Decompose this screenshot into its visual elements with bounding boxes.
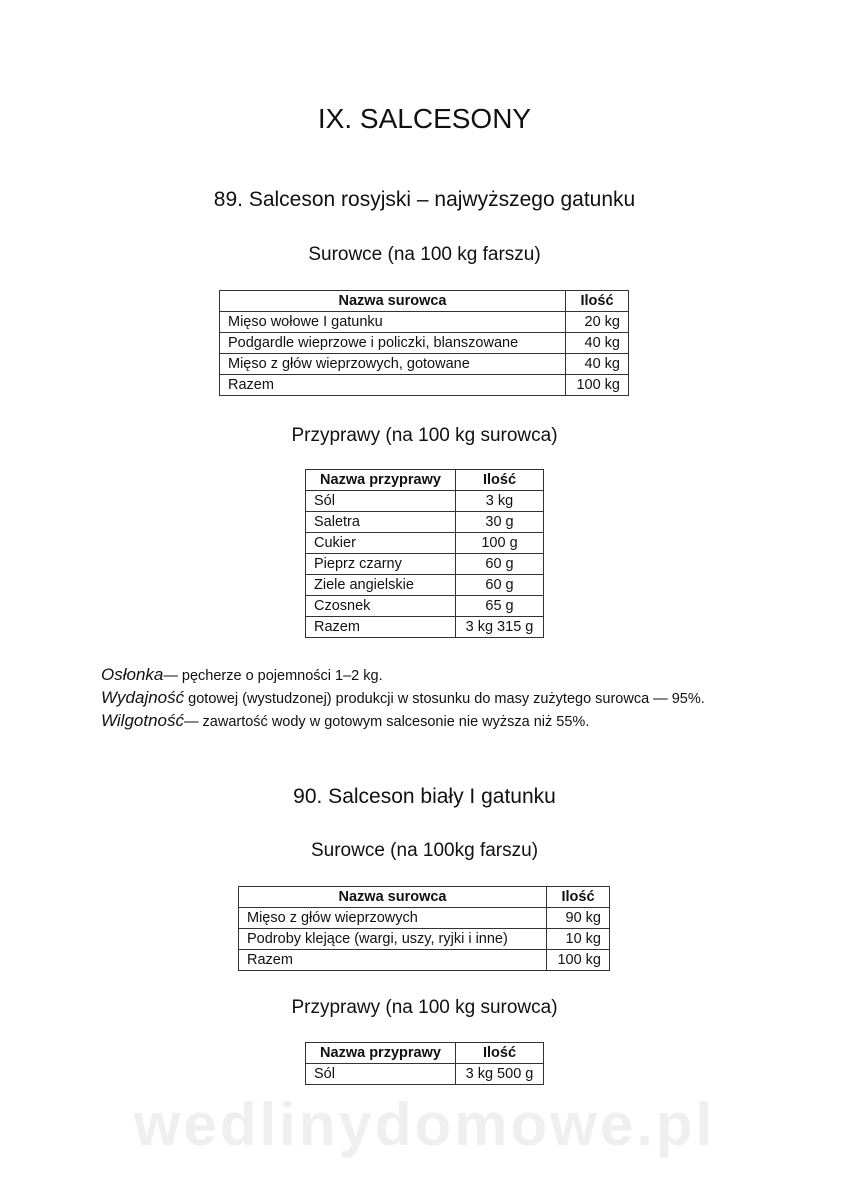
recipe-89-title: 89. Salceson rosyjski – najwyższego gatunku (213, 188, 636, 211)
casing-text: — pęcherze o pojemności 1–2 kg. (163, 668, 383, 684)
table-header-row (306, 470, 544, 491)
casing-term: Osłonka (101, 665, 164, 684)
table-cell: 40 kg (566, 333, 629, 354)
recipe-89-spice-table (305, 469, 544, 638)
column-header: Ilość (456, 1043, 544, 1064)
table-cell: 3 kg 315 g (456, 617, 544, 638)
table-cell: Mięso z głów wieprzowych (239, 908, 547, 929)
column-header: Nazwa surowca (220, 291, 566, 312)
table-row (306, 512, 544, 533)
table-row (306, 533, 544, 554)
recipe-90-spice-heading: Przyprawy (na 100 kg surowca) (291, 997, 558, 1018)
table-cell: Mięso z głów wieprzowych, gotowane (220, 354, 566, 375)
watermark: wedlinydomowe.pl (133, 1091, 716, 1158)
table-cell: 30 g (456, 512, 544, 533)
recipe-89-spice-heading: Przyprawy (na 100 kg surowca) (291, 425, 558, 446)
recipe-89-raw-table (219, 290, 629, 396)
table-cell: Razem (239, 950, 547, 971)
yield-text: gotowej (wystudzonej) produkcji w stosunku do masy zużytego surowca — 95%. (184, 691, 705, 707)
table-row (306, 491, 544, 512)
recipe-90-raw-table (238, 886, 610, 971)
column-header: Nazwa przyprawy (306, 1043, 456, 1064)
table-cell: 40 kg (566, 354, 629, 375)
table-cell: Podgardle wieprzowe i policzki, blanszowane (220, 333, 566, 354)
table-cell: 90 kg (547, 908, 610, 929)
moisture-term: Wilgotność (101, 711, 184, 730)
table-cell: 60 g (456, 575, 544, 596)
recipe-89-notes (101, 664, 761, 733)
table-header-row (239, 887, 610, 908)
table-row (239, 908, 610, 929)
moisture-text: — zawartość wody w gotowym salcesonie nie wyższa niż 55%. (184, 714, 590, 730)
recipe-90-raw-heading: Surowce (na 100kg farszu) (310, 840, 539, 861)
table-header-row (306, 1043, 544, 1064)
table-cell: Podroby klejące (wargi, uszy, ryjki i inne) (239, 929, 547, 950)
column-header: Nazwa surowca (239, 887, 547, 908)
table-cell: Razem (306, 617, 456, 638)
table-cell: Cukier (306, 533, 456, 554)
table-cell: Sól (306, 1064, 456, 1085)
table-cell: 100 g (456, 533, 544, 554)
column-header: Nazwa przyprawy (306, 470, 456, 491)
recipe-90-spice-table (305, 1042, 544, 1085)
table-row (220, 312, 629, 333)
recipe-89-raw-heading: Surowce (na 100 kg farszu) (308, 244, 541, 265)
table-cell: 20 kg (566, 312, 629, 333)
table-cell: Czosnek (306, 596, 456, 617)
table-cell: 10 kg (547, 929, 610, 950)
table-cell: Sól (306, 491, 456, 512)
table-cell: 3 kg (456, 491, 544, 512)
column-header: Ilość (456, 470, 544, 491)
table-row (239, 929, 610, 950)
table-row (220, 333, 629, 354)
casing-note (101, 664, 761, 687)
yield-term: Wydajność (101, 688, 185, 707)
table-cell: 65 g (456, 596, 544, 617)
table-cell: 60 g (456, 554, 544, 575)
table-cell: Razem (220, 375, 566, 396)
column-header: Ilość (547, 887, 610, 908)
table-row (239, 950, 610, 971)
recipe-90-title: 90. Salceson biały I gatunku (293, 785, 556, 808)
table-row (306, 575, 544, 596)
column-header: Ilość (566, 291, 629, 312)
table-row (306, 1064, 544, 1085)
yield-note (101, 687, 761, 710)
table-cell: Pieprz czarny (306, 554, 456, 575)
table-cell: 100 kg (547, 950, 610, 971)
table-cell: Saletra (306, 512, 456, 533)
chapter-title: IX. SALCESONY (317, 103, 532, 134)
table-row (306, 554, 544, 575)
table-header-row (220, 291, 629, 312)
table-row (306, 596, 544, 617)
table-cell: Mięso wołowe I gatunku (220, 312, 566, 333)
moisture-note (101, 710, 761, 733)
table-cell: 3 kg 500 g (456, 1064, 544, 1085)
table-row (220, 375, 629, 396)
table-cell: 100 kg (566, 375, 629, 396)
table-cell: Ziele angielskie (306, 575, 456, 596)
table-row (306, 617, 544, 638)
table-row (220, 354, 629, 375)
